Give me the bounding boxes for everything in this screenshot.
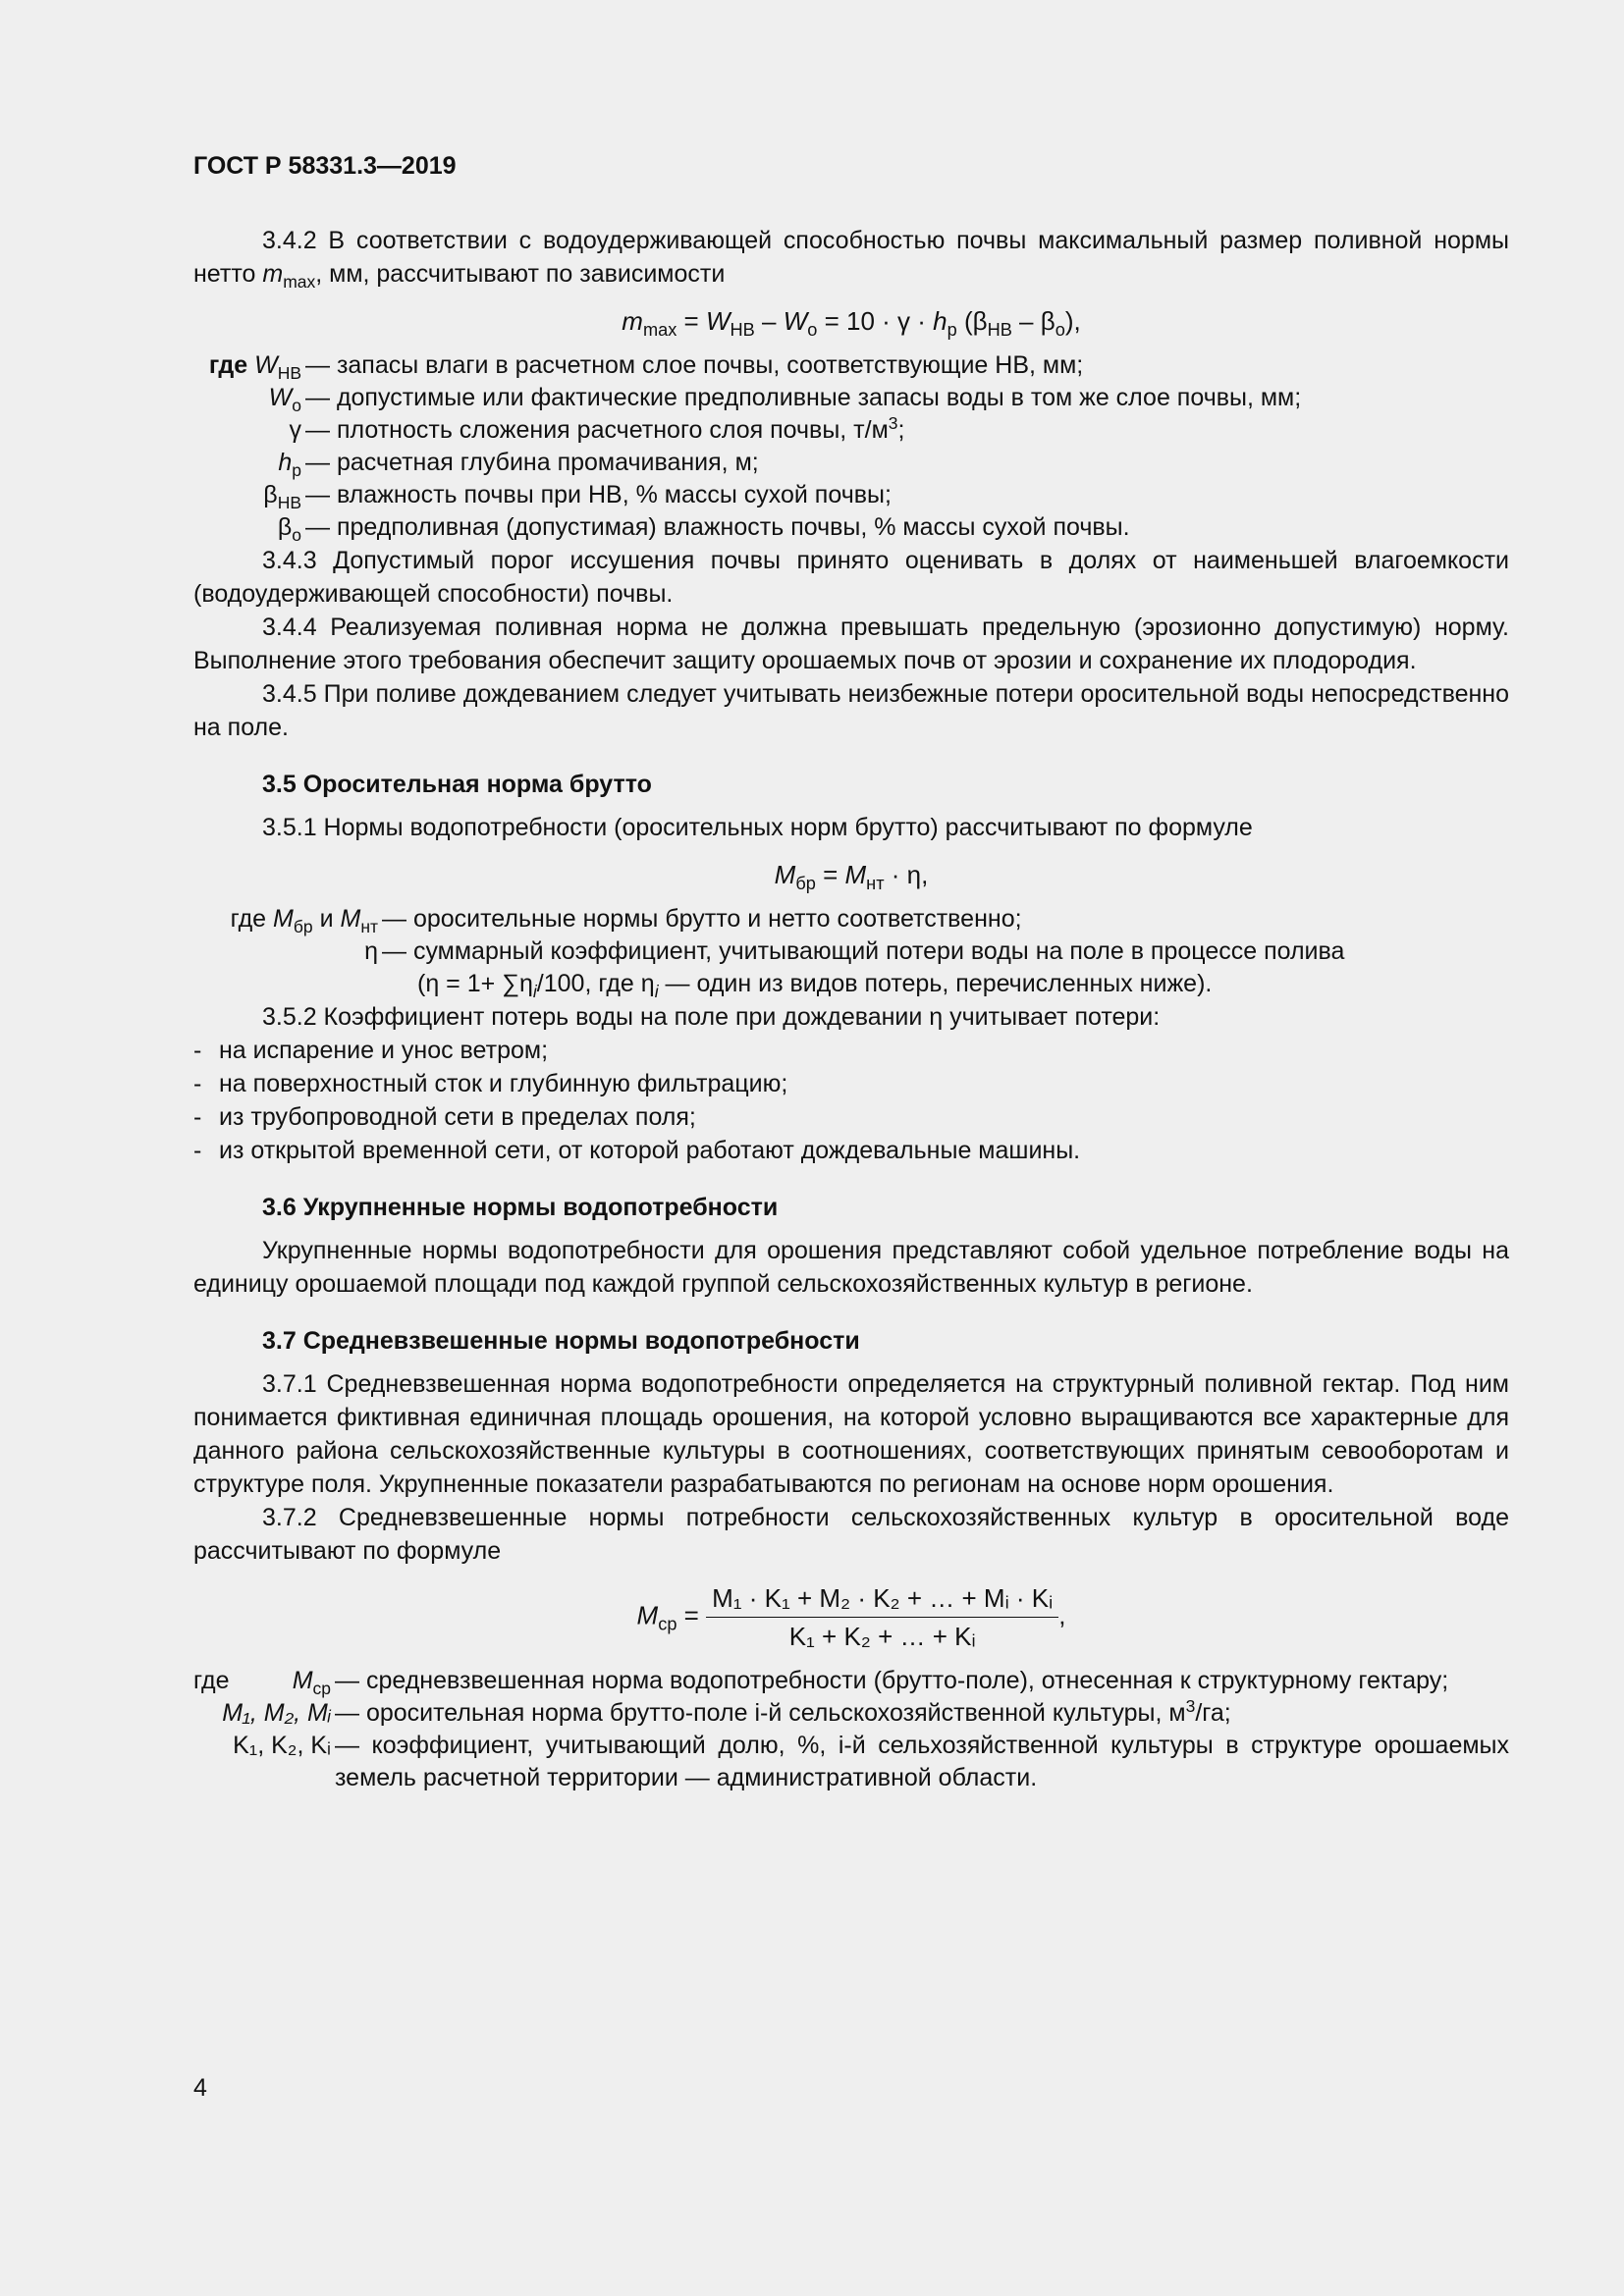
list-item: - из трубопроводной сети в пределах поля; [193,1100,1509,1134]
paragraph-3-4-3: 3.4.3 Допустимый порог иссушения почвы принято оценивать в долях от наименьшей влагоемкости (водоудерживающей способности) почвы. [193,547,1509,608]
document-body [193,224,1509,1794]
list-item: - на испарение и унос ветром; [193,1034,1509,1067]
document-header: ГОСТ Р 58331.3—2019 [193,152,457,180]
legend-formula-mmax [193,349,1509,544]
paragraph-3-6: Укрупненные нормы водопотребности для орошения представляют собой удельное потребление воды на единицу орошаемой площади под каждой группой сельскохозяйственных культур в регионе. [193,1237,1509,1298]
paragraph-3-7-1: 3.7.1 Средневзвешенная норма водопотребности определяется на структурный поливной гектар. Под ним понимается фиктивная единичная площадь орошения, на которой условно выращиваются все характерные для данного района сельскохозяйственные культуры в соотношениях, соответствующих принятым севооборотам и структуре поля. Укрупненные показатели разрабатываются по регионам на основе норм орошения. [193,1370,1509,1498]
paragraph-3-4-4: 3.4.4 Реализуемая поливная норма не должна превышать предельную (эрозионно допустимую) норму. Выполнение этого требования обеспечит защиту орошаемых почв от эрозии и сохранение их плодородия. [193,614,1509,674]
paragraph-3-4-2: 3.4.2 В соответствии с водоудерживающей способностью почвы максимальный размер поливной нормы нетто $m_{max}$, мм, рассчитывают по зависимости [193,227,1509,292]
legend-row: где $M_{бр}$ и $M_{нт}$ — оросительные нормы брутто и нетто соответственно; [230,905,1022,936]
legend-row: $\beta_{НВ}$ — влажность почвы при НВ, % массы сухой почвы; [263,481,892,512]
paragraph-3-5-1: 3.5.1 Нормы водопотребности (оросительных норм брутто) рассчитывают по формуле [262,814,1253,841]
formula-mmax: $m_{max} = W_{НВ} - W_о = 10 \cdot \gamma \cdot h_р$ $(\beta_{НВ} - \beta_о)$, [622,306,1081,340]
list-item: - на поверхностный сток и глубинную фильтрацию; [193,1067,1509,1100]
losses-list [193,1034,1509,1167]
legend-row: где $W_{НВ}$ — запасы влаги в расчетном слое почвы, соответствующие НВ, мм; [208,351,1084,383]
legend-row: где $M_{ср}$ — средневзвешенная норма водопотребности (брутто-поле), отнесенная к структурному гектару; [193,1667,1449,1698]
legend-formula-mbr [193,903,1509,1000]
list-item: - из открытой временной сети, от которой работают дождевальные машины. [193,1134,1509,1167]
legend-row: K₁, K₂, Kᵢ — коэффициент, учитывающий долю, %, i-й сельхозяйственной культуры в структуре орошаемых земель расчетной территории — административной области. [233,1732,1509,1791]
legend-row: η — суммарный коэффициент, учитывающий потери воды на поле в процессе полива ($\eta = 1+ \sum\eta_i/100$, где $\eta_i$ — один из видов потерь, перечисленных ниже). [364,937,1345,1001]
formula-mcp: $M_{ср}$ = $\frac{\text{M₁ · K₁ + M₂ · K₂ + … + Mᵢ · Kᵢ}}{\text{K₁ + K₂ + … + Kᵢ}}$ , [636,1583,1066,1651]
heading-3-6: 3.6 Укрупненные нормы водопотребности [262,1194,779,1221]
heading-3-5: 3.5 Оросительная норма брутто [262,771,652,798]
legend-row: γ — плотность сложения расчетного слоя почвы, $т/м^3$; [289,413,905,444]
paragraph-3-5-2: 3.5.2 Коэффициент потерь воды на поле при дождевании η учитывает потери: [262,1003,1161,1031]
heading-3-7: 3.7 Средневзвешенные нормы водопотребности [262,1327,860,1355]
fraction: $\frac{\text{M₁ · K₁ + M₂ · K₂ + … + Mᵢ · Kᵢ}}{\text{K₁ + K₂ + … + Kᵢ}}$ [706,1581,1058,1653]
legend-row: M₁, M₂, Mᵢ — оросительная норма брутто-поле i-й сельскохозяйственной культуры, $м^3/га$; [222,1696,1231,1727]
paragraph-3-7-2: 3.7.2 Средневзвешенные нормы потребности сельскохозяйственных культур в оросительной воде рассчитывают по формуле [193,1504,1509,1565]
legend-row: $W_о$ — допустимые или фактические предполивные запасы воды в том же слое почвы, мм; [268,384,1302,415]
legend-row: $\beta_о$ — предполивная (допустимая) влажность почвы, % массы сухой почвы. [277,513,1130,545]
legend-formula-mcp [193,1665,1509,1794]
page-number: 4 [193,2074,207,2102]
paragraph-3-4-5: 3.4.5 При поливе дождеванием следует учитывать неизбежные потери оросительной воды непосредственно на поле. [193,680,1509,741]
legend-row: $h_р$ — расчетная глубина промачивания, м; [278,449,759,480]
formula-mbr: $M_{бр} = M_{нт} \cdot \eta$, [774,860,929,893]
